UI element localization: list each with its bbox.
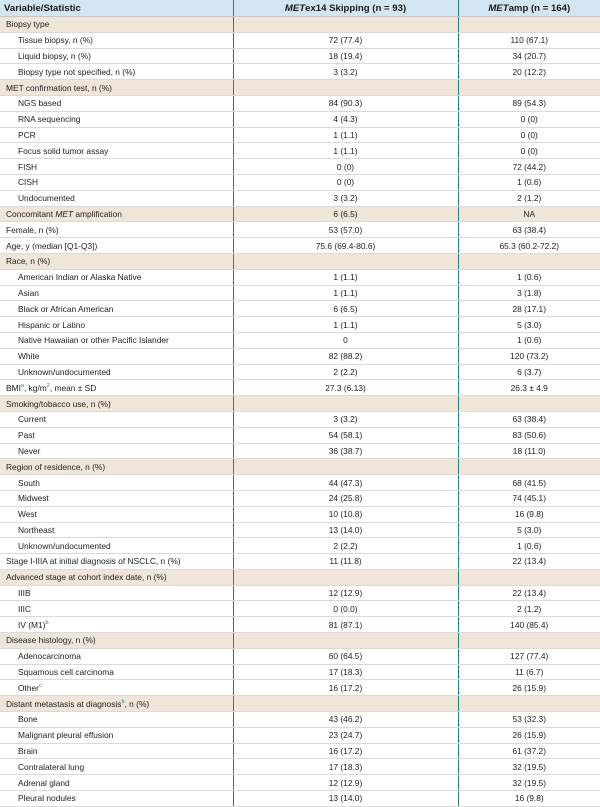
- metamp-value: 63 (38.4): [458, 222, 600, 238]
- row-label-text: Age, y (median [Q1-Q3]): [6, 240, 98, 251]
- row-label: [0, 127, 233, 143]
- section-row: [0, 396, 600, 412]
- row-label: [0, 95, 233, 111]
- header-metex14-rest: ex14 Skipping (n = 93): [305, 2, 407, 14]
- metamp-value: [458, 633, 600, 649]
- table-row: [0, 617, 600, 633]
- metamp-value: 68 (41.5): [458, 475, 600, 491]
- metex14-value: 4 (4.3): [233, 111, 458, 127]
- section-row: [0, 80, 600, 96]
- table-row: [0, 95, 600, 111]
- table-row: [0, 411, 600, 427]
- row-label-text: Unknown/undocumented: [18, 540, 111, 551]
- metamp-value: 5 (3.0): [458, 522, 600, 538]
- row-label: [0, 791, 233, 807]
- table-row: [0, 127, 600, 143]
- row-label-text: BMI: [6, 382, 21, 393]
- row-label-text: Undocumented: [18, 193, 75, 204]
- metex14-value: [233, 633, 458, 649]
- metex14-value: 43 (46.2): [233, 712, 458, 728]
- row-label-text: Female, n (%): [6, 224, 59, 235]
- row-label: [0, 332, 233, 348]
- row-label: [0, 174, 233, 190]
- metamp-value: 110 (67.1): [458, 32, 600, 48]
- row-label-text: Other: [18, 682, 39, 693]
- metex14-value: 44 (47.3): [233, 475, 458, 491]
- row-label: [0, 617, 233, 633]
- metex14-value: 1 (1.1): [233, 143, 458, 159]
- table-body: [0, 17, 600, 807]
- row-label: [0, 743, 233, 759]
- row-label-text: Contralateral lung: [18, 761, 85, 772]
- row-label-text: Never: [18, 445, 41, 456]
- metex14-value: 53 (57.0): [233, 222, 458, 238]
- header-metamp: [458, 0, 600, 17]
- row-label-text: Disease histology, n (%): [6, 635, 96, 646]
- metamp-value: 11 (6.7): [458, 664, 600, 680]
- metamp-value: 2 (1.2): [458, 601, 600, 617]
- table-row: [0, 680, 600, 696]
- metex14-value: 1 (1.1): [233, 285, 458, 301]
- table-row: [0, 269, 600, 285]
- row-label-text: White: [18, 351, 40, 362]
- row-label: [0, 64, 233, 80]
- row-label-text: American Indian or Alaska Native: [18, 272, 142, 283]
- table-row: [0, 64, 600, 80]
- row-label-text: Smoking/tobacco use, n (%): [6, 398, 111, 409]
- metex14-value: 10 (10.8): [233, 506, 458, 522]
- metex14-value: 84 (90.3): [233, 95, 458, 111]
- metamp-value: 1 (0.6): [458, 538, 600, 554]
- metex14-value: 54 (58.1): [233, 427, 458, 443]
- row-label: [0, 712, 233, 728]
- table-row: [0, 222, 600, 238]
- metamp-value: 22 (13.4): [458, 585, 600, 601]
- metamp-value: 65.3 (60.2-72.2): [458, 238, 600, 254]
- metamp-value: 140 (85.4): [458, 617, 600, 633]
- metamp-value: 1 (0.6): [458, 332, 600, 348]
- row-label-text: Adrenal gland: [18, 777, 70, 788]
- row-label-text: Hispanic or Latino: [18, 319, 86, 330]
- metamp-value: 63 (38.4): [458, 411, 600, 427]
- section-row: [0, 569, 600, 585]
- metex14-value: [233, 253, 458, 269]
- metex14-value: [233, 17, 458, 33]
- table-row: [0, 443, 600, 459]
- metamp-value: [458, 396, 600, 412]
- table-row: [0, 712, 600, 728]
- metex14-value: 12 (12.9): [233, 585, 458, 601]
- metamp-value: 1 (0.6): [458, 174, 600, 190]
- metex14-value: [233, 569, 458, 585]
- row-label-text: NGS based: [18, 98, 62, 109]
- row-label: [0, 585, 233, 601]
- metex14-value: 13 (14.0): [233, 791, 458, 807]
- row-label-text: Distant metastasis at diagnosis: [6, 698, 122, 709]
- row-label-text: FISH: [18, 161, 38, 172]
- header-metex14-gene: MET: [284, 2, 306, 14]
- row-label: [0, 364, 233, 380]
- row-label-text: Squamous cell carcinoma: [18, 667, 114, 678]
- row-label-text: Focus solid tumor assay: [18, 145, 109, 156]
- metex14-value: 3 (3.2): [233, 64, 458, 80]
- row-label: [0, 538, 233, 554]
- section-row: [0, 206, 600, 222]
- row-label: [0, 664, 233, 680]
- metex14-value: 36 (38.7): [233, 443, 458, 459]
- row-label-text: Midwest: [18, 493, 49, 504]
- metamp-value: 72 (44.2): [458, 159, 600, 175]
- metamp-value: [458, 569, 600, 585]
- row-label: [0, 443, 233, 459]
- row-label: [0, 680, 233, 696]
- table-row: [0, 759, 600, 775]
- header-row: [0, 0, 600, 17]
- metamp-value: [458, 696, 600, 712]
- row-label-text: amplification: [73, 208, 122, 219]
- metamp-value: 6 (3.7): [458, 364, 600, 380]
- row-label-text: Northeast: [18, 524, 55, 535]
- metex14-value: 0 (0.0): [233, 601, 458, 617]
- metex14-value: 17 (18.3): [233, 664, 458, 680]
- table-row: [0, 506, 600, 522]
- metamp-value: 16 (9.8): [458, 506, 600, 522]
- row-label-text: , kg/m: [23, 382, 47, 393]
- table-row: [0, 427, 600, 443]
- row-label: [0, 285, 233, 301]
- metamp-value: 120 (73.2): [458, 348, 600, 364]
- metamp-value: 32 (19.5): [458, 775, 600, 791]
- table-row: [0, 380, 600, 396]
- table-row: [0, 727, 600, 743]
- metex14-value: 16 (17.2): [233, 743, 458, 759]
- section-row: [0, 17, 600, 33]
- table-row: [0, 143, 600, 159]
- metex14-value: 0: [233, 332, 458, 348]
- row-label: [0, 48, 233, 64]
- table-row: [0, 490, 600, 506]
- metex14-value: 18 (19.4): [233, 48, 458, 64]
- metex14-value: [233, 696, 458, 712]
- table-row: [0, 585, 600, 601]
- row-label: [0, 554, 233, 570]
- row-label-text: South: [18, 477, 40, 488]
- table-row: [0, 554, 600, 570]
- header-metex14-skipping: [233, 0, 458, 17]
- metamp-value: 61 (37.2): [458, 743, 600, 759]
- metex14-value: 1 (1.1): [233, 317, 458, 333]
- row-label-text: Race, n (%): [6, 256, 51, 267]
- row-label: [0, 206, 233, 222]
- table-row: [0, 664, 600, 680]
- row-label-text: Liquid biopsy, n (%): [18, 50, 91, 61]
- metex14-value: 0 (0): [233, 159, 458, 175]
- metamp-value: 74 (45.1): [458, 490, 600, 506]
- metex14-value: [233, 459, 458, 475]
- metex14-value: 24 (25.8): [233, 490, 458, 506]
- metamp-value: 53 (32.3): [458, 712, 600, 728]
- table-row: [0, 174, 600, 190]
- table-row: [0, 648, 600, 664]
- row-label: [0, 411, 233, 427]
- metex14-value: [233, 396, 458, 412]
- section-row: [0, 696, 600, 712]
- row-label: [0, 17, 233, 33]
- row-label: [0, 648, 233, 664]
- row-label: [0, 427, 233, 443]
- metamp-value: 2 (1.2): [458, 190, 600, 206]
- row-label-gene: MET: [55, 208, 74, 219]
- row-label: [0, 759, 233, 775]
- metamp-value: 18 (11.0): [458, 443, 600, 459]
- metex14-value: 27.3 (6.13): [233, 380, 458, 396]
- metamp-value: 0 (0): [458, 111, 600, 127]
- row-label-text: Biopsy type: [6, 19, 50, 30]
- table-row: [0, 301, 600, 317]
- metex14-value: 82 (88.2): [233, 348, 458, 364]
- footnote-marker: a: [20, 382, 24, 389]
- metex14-value: 16 (17.2): [233, 680, 458, 696]
- metex14-value: 11 (11.8): [233, 554, 458, 570]
- metamp-value: 89 (54.3): [458, 95, 600, 111]
- header-metamp-rest: amp (n = 164): [508, 2, 571, 14]
- footnote-marker: c: [38, 683, 42, 690]
- metamp-value: 20 (12.2): [458, 64, 600, 80]
- metamp-value: 26 (15.9): [458, 680, 600, 696]
- row-label-text: Bone: [18, 714, 38, 725]
- row-label-text: Black or African American: [18, 303, 114, 314]
- metex14-value: 0 (0): [233, 174, 458, 190]
- metamp-value: [458, 459, 600, 475]
- table-row: [0, 538, 600, 554]
- metamp-value: 3 (1.8): [458, 285, 600, 301]
- metex14-value: 12 (12.9): [233, 775, 458, 791]
- row-label-text: Native Hawaiian or other Pacific Islander: [18, 335, 169, 346]
- table-row: [0, 238, 600, 254]
- row-label: [0, 159, 233, 175]
- row-label-text: Advanced stage at cohort index date, n (%): [6, 572, 167, 583]
- row-label: [0, 80, 233, 96]
- header-variable-statistic: Variable/Statistic: [0, 0, 233, 17]
- metamp-value: 0 (0): [458, 143, 600, 159]
- metex14-value: 81 (87.1): [233, 617, 458, 633]
- metamp-value: 83 (50.6): [458, 427, 600, 443]
- metex14-value: 3 (3.2): [233, 190, 458, 206]
- table-row: [0, 743, 600, 759]
- row-label: [0, 490, 233, 506]
- metex14-value: 2 (2.2): [233, 538, 458, 554]
- section-row: [0, 633, 600, 649]
- metex14-value: 6 (6.5): [233, 301, 458, 317]
- row-label-text: Current: [18, 414, 46, 425]
- table-row: [0, 111, 600, 127]
- row-label-text: Asian: [18, 287, 39, 298]
- table-row: [0, 317, 600, 333]
- row-label-text: Stage I-IIIA at initial diagnosis of NSCLC, n (%): [6, 556, 181, 567]
- metamp-value: 26.3 ± 4.9: [458, 380, 600, 396]
- table-header: [0, 0, 600, 17]
- row-label-text: Adenocarcinoma: [18, 651, 81, 662]
- row-label-text: Brain: [18, 746, 38, 757]
- row-label: [0, 601, 233, 617]
- metamp-value: 16 (9.8): [458, 791, 600, 807]
- row-label: [0, 253, 233, 269]
- row-label: [0, 475, 233, 491]
- metamp-value: [458, 17, 600, 33]
- table-row: [0, 791, 600, 807]
- row-label-text: Concomitant: [6, 208, 56, 219]
- metex14-value: 3 (3.2): [233, 411, 458, 427]
- row-label: [0, 380, 233, 396]
- metex14-value: 72 (77.4): [233, 32, 458, 48]
- row-label: [0, 727, 233, 743]
- table-row: [0, 332, 600, 348]
- row-label-text: RNA sequencing: [18, 114, 81, 125]
- row-label: [0, 238, 233, 254]
- table-row: [0, 601, 600, 617]
- row-label: [0, 633, 233, 649]
- metex14-value: 1 (1.1): [233, 127, 458, 143]
- row-label: [0, 222, 233, 238]
- row-label-text: Biopsy type not specified, n (%): [18, 66, 136, 77]
- metamp-value: 0 (0): [458, 127, 600, 143]
- row-label-text: Pleural nodules: [18, 793, 76, 804]
- metamp-value: [458, 80, 600, 96]
- row-label-text: CISH: [18, 177, 39, 188]
- row-label-text: PCR: [18, 129, 36, 140]
- metex14-value: 17 (18.3): [233, 759, 458, 775]
- metex14-value: 75.6 (69.4-80.6): [233, 238, 458, 254]
- row-label: [0, 32, 233, 48]
- row-label: [0, 459, 233, 475]
- metex14-value: 60 (64.5): [233, 648, 458, 664]
- row-label-text: IIIB: [18, 588, 31, 599]
- row-label-text: , n (%): [124, 698, 150, 709]
- table-row: [0, 475, 600, 491]
- row-label-text: West: [18, 509, 37, 520]
- footnote-marker: b: [121, 698, 125, 705]
- row-label-text: IIIC: [18, 603, 32, 614]
- metamp-value: 5 (3.0): [458, 317, 600, 333]
- row-label-text: , mean ± SD: [49, 382, 97, 393]
- row-label-text: MET confirmation test, n (%): [6, 82, 112, 93]
- row-label: [0, 696, 233, 712]
- metamp-value: NA: [458, 206, 600, 222]
- row-label-text: IV (M1): [18, 619, 46, 630]
- row-label: [0, 522, 233, 538]
- footnote-marker: b: [45, 619, 49, 626]
- metamp-value: 34 (20.7): [458, 48, 600, 64]
- row-label: [0, 269, 233, 285]
- row-label: [0, 396, 233, 412]
- metex14-value: [233, 80, 458, 96]
- metex14-value: 1 (1.1): [233, 269, 458, 285]
- row-label-text: Region of residence, n (%): [6, 461, 106, 472]
- section-row: [0, 253, 600, 269]
- header-metamp-gene: MET: [488, 2, 509, 14]
- metamp-value: 32 (19.5): [458, 759, 600, 775]
- row-label-text: Tissue biopsy, n (%): [18, 35, 93, 46]
- row-label-text: Malignant pleural effusion: [18, 730, 114, 741]
- section-row: [0, 459, 600, 475]
- superscript-exponent: 2: [46, 382, 50, 389]
- metex14-value: 23 (24.7): [233, 727, 458, 743]
- table-row: [0, 364, 600, 380]
- table-row: [0, 32, 600, 48]
- table-row: [0, 285, 600, 301]
- row-label: [0, 348, 233, 364]
- row-label: [0, 190, 233, 206]
- row-label: [0, 301, 233, 317]
- row-label: [0, 506, 233, 522]
- table-row: [0, 159, 600, 175]
- metamp-value: 22 (13.4): [458, 554, 600, 570]
- table-row: [0, 775, 600, 791]
- metamp-value: [458, 253, 600, 269]
- row-label: [0, 143, 233, 159]
- metex14-value: 2 (2.2): [233, 364, 458, 380]
- table-row: [0, 348, 600, 364]
- metamp-value: 127 (77.4): [458, 648, 600, 664]
- metex14-value: 6 (6.5): [233, 206, 458, 222]
- metamp-value: 26 (15.9): [458, 727, 600, 743]
- metamp-value: 28 (17.1): [458, 301, 600, 317]
- table-row: [0, 190, 600, 206]
- row-label: [0, 775, 233, 791]
- row-label: [0, 569, 233, 585]
- table-row: [0, 522, 600, 538]
- row-label: [0, 111, 233, 127]
- table-row: [0, 48, 600, 64]
- row-label-text: Past: [18, 430, 35, 441]
- row-label-text: Unknown/undocumented: [18, 366, 111, 377]
- metex14-value: 13 (14.0): [233, 522, 458, 538]
- metamp-value: 1 (0.6): [458, 269, 600, 285]
- row-label: [0, 317, 233, 333]
